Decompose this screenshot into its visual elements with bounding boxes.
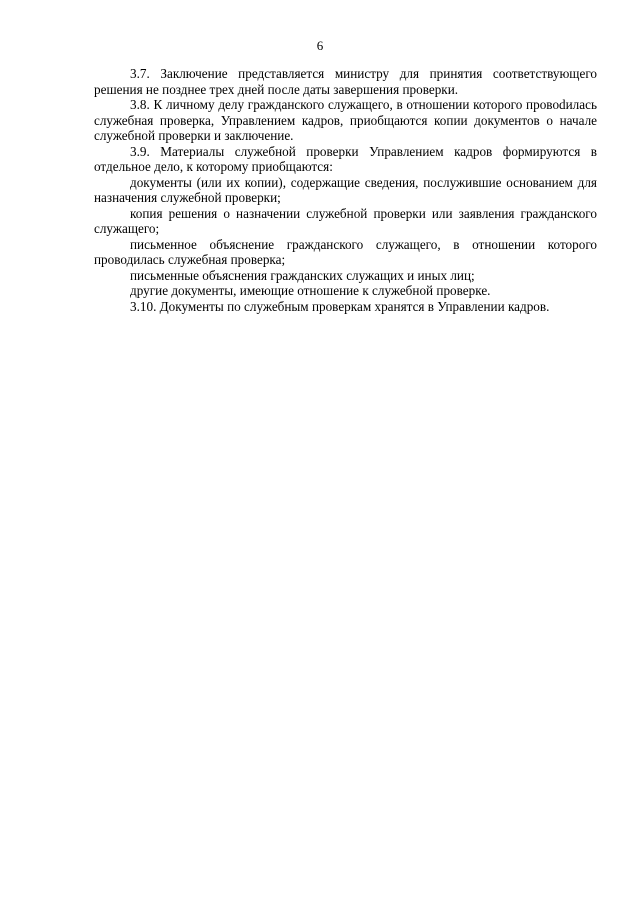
list-item-employee-explanation: письменное объяснение гражданского служащего, в отношении которого проводилась служебная проверка; (94, 236, 597, 267)
paragraph-3-10: 3.10. Документы по служебным проверкам хранятся в Управлении кадров. (130, 298, 550, 314)
page-number: 6 (316, 38, 324, 53)
paragraph-3-8: 3.8. К личному делу гражданского служащего, в отношении которого провоdилась служебная проверка, Управлением кадров, приобщаются копии документов о начале служебной проверки и заключение. (94, 97, 597, 143)
list-item-other-documents: другие документы, имеющие отношение к служебной проверке. (130, 283, 491, 298)
paragraph-3-9: 3.9. Материалы служебной проверки Управлением кадров формируются в отдельное дело, к которому приобщаются: (94, 143, 597, 174)
list-item-others-explanations: письменные объяснения гражданских служащих и иных лиц; (130, 267, 475, 283)
document-body (94, 66, 597, 314)
list-item-documents: документы (или их копии), содержащие сведения, послужившие основанием для назначения служебной проверки; (94, 174, 597, 205)
paragraph-3-7: 3.7. Заключение представляется министру для принятия соответствующего решения не позднее трех дней после даты завершения проверки. (94, 66, 597, 97)
list-item-decision-copy: копия решения о назначении служебной проверки или заявления гражданского служащего; (94, 205, 597, 236)
